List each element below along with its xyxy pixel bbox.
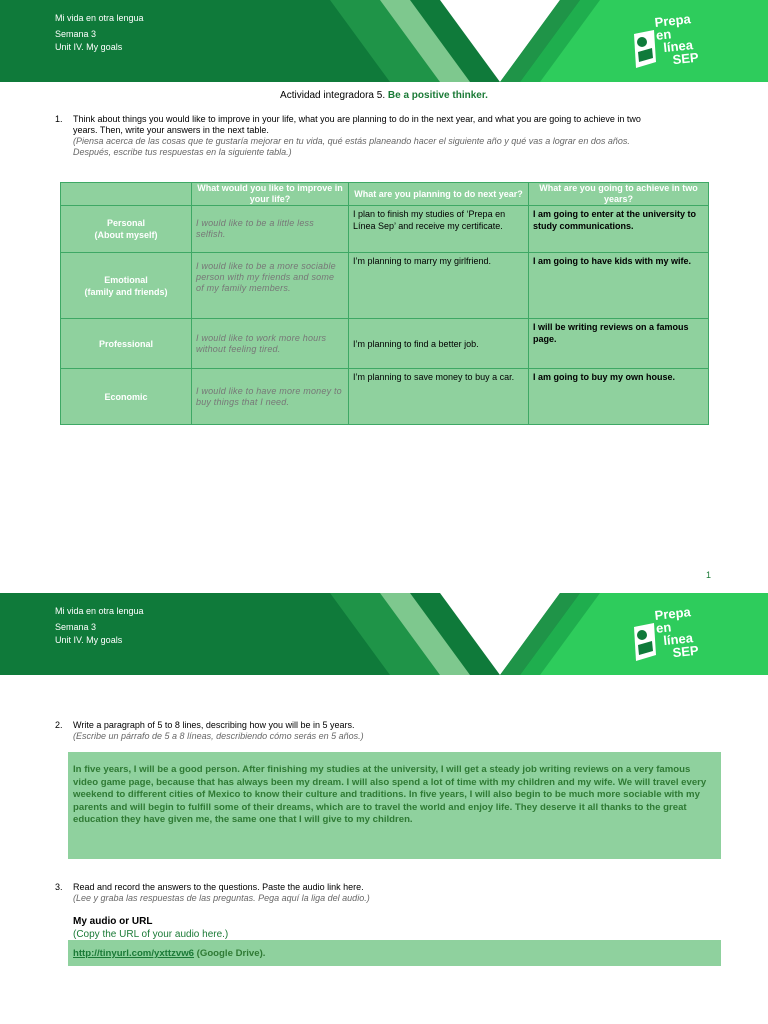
table-row bbox=[61, 253, 709, 319]
achieve-cell: I am going to buy my own house. bbox=[529, 369, 709, 425]
prepa-en-linea-logo bbox=[628, 604, 708, 665]
plan-cell: I’m planning to find a better job. bbox=[349, 319, 529, 369]
audio-url-link[interactable]: http://tinyurl.com/yxttzvw6 bbox=[73, 948, 194, 959]
unit-label: Unit IV. My goals bbox=[55, 42, 123, 52]
table-row bbox=[61, 369, 709, 425]
audio-url-box bbox=[68, 940, 721, 966]
header-text bbox=[55, 605, 144, 647]
instruction-text-line: Read and record the answers to the questions. Paste the audio link here. bbox=[73, 882, 364, 892]
area-label: Emotional bbox=[104, 274, 148, 285]
audio-subtitle: (Copy the URL of your audio here.) bbox=[73, 929, 229, 940]
instruction-translation-line: (Lee y graba las respuestas de las preguntas. Pega aquí la liga del audio.) bbox=[73, 893, 370, 903]
week-label: Semana 3 bbox=[55, 622, 97, 632]
improve-cell: I would like to be a more sociable person with my friends and some of my family members. bbox=[192, 253, 349, 319]
improve-cell: I would like to work more hours without feeling tired. bbox=[192, 319, 349, 369]
table-header-cell bbox=[61, 183, 192, 206]
page-header bbox=[0, 593, 768, 675]
improve-cell: I would like to have more money to buy things that I need. bbox=[192, 369, 349, 425]
instruction-number: 3. bbox=[55, 882, 63, 892]
table-row bbox=[61, 206, 709, 253]
plan-cell: I’m planning to save money to buy a car. bbox=[349, 369, 529, 425]
prepa-en-linea-logo bbox=[628, 11, 708, 72]
week-label: Semana 3 bbox=[55, 29, 97, 39]
table-header-cell: What are you planning to do next year? bbox=[349, 183, 529, 206]
area-label: Economic bbox=[104, 391, 148, 402]
table-row bbox=[61, 319, 709, 369]
activity-title bbox=[0, 90, 768, 101]
activity-name: Be a positive thinker. bbox=[387, 90, 488, 101]
audio-url-note: (Google Drive). bbox=[194, 948, 266, 959]
achieve-cell: I am going to have kids with my wife. bbox=[529, 253, 709, 319]
instruction-translation-line: Después, escribe tus respuestas en la siguiente tabla.) bbox=[73, 147, 292, 157]
logo-line2: línea bbox=[662, 630, 694, 649]
table-header-cell: What are you going to achieve in two years? bbox=[529, 183, 709, 206]
row-area-cell bbox=[61, 319, 192, 369]
area-sublabel: (About myself) bbox=[94, 230, 158, 240]
logo-line3: SEP bbox=[671, 49, 700, 68]
logo-line3: SEP bbox=[671, 642, 700, 661]
row-area-cell bbox=[61, 253, 192, 319]
audio-title: My audio or URL bbox=[73, 916, 153, 927]
instruction-number: 1. bbox=[55, 114, 63, 124]
course-name: Mi vida en otra lengua bbox=[55, 606, 144, 616]
achieve-cell: I am going to enter at the university to study communications. bbox=[529, 206, 709, 253]
plan-cell: I’m planning to marry my girlfriend. bbox=[349, 253, 529, 319]
activity-prefix: Actividad integradora 5. bbox=[280, 90, 386, 101]
improve-cell: I would like to be a little less selfish. bbox=[192, 206, 349, 253]
logo-icon bbox=[628, 28, 658, 70]
page-header bbox=[0, 0, 768, 82]
paragraph-answer-box: In five years, I will be a good person. After finishing my studies at the university, I will get a steady job writing reviews on a very famous video game page, because that has always been my dream. I will also spend a lot of time with my children and my wife. We will travel every weekend to different cities of Mexico to know their culture and traditions. In five years, I will also begin to be much more sociable with my parents and will begin to fulfill some of their dreams, which are to travel the world and enjoy life. They deserve it all thanks to the great education they have given me, the same one that I will give to my children. bbox=[68, 752, 721, 859]
course-name: Mi vida en otra lengua bbox=[55, 13, 144, 23]
logo-line1: Prepa en bbox=[653, 604, 692, 636]
area-sublabel: (family and friends) bbox=[84, 286, 168, 297]
instruction-text-line: Think about things you would like to improve in your life, what you are planning to do in the next year, and what you are going to achieve in two bbox=[73, 114, 641, 124]
table-header-cell: What would you like to improve in your life? bbox=[192, 183, 349, 206]
goals-table bbox=[60, 182, 709, 425]
instruction-number: 2. bbox=[55, 720, 63, 730]
header-text bbox=[55, 12, 144, 54]
table-header-row bbox=[61, 183, 709, 206]
plan-cell: I plan to finish my studies of ‘Prepa en Línea Sep’ and receive my certificate. bbox=[349, 206, 529, 253]
instruction-translation-line: (Escribe un párrafo de 5 a 8 líneas, describiendo cómo serás en 5 años.) bbox=[73, 731, 364, 741]
area-label: Personal bbox=[106, 218, 146, 228]
instruction-text-line: Write a paragraph of 5 to 8 lines, describing how you will be in 5 years. bbox=[73, 720, 355, 730]
instruction-text-line: years. Then, write your answers in the next table. bbox=[73, 125, 269, 135]
page-number: 1 bbox=[706, 570, 712, 580]
logo-line2: línea bbox=[662, 37, 694, 56]
area-label: Professional bbox=[98, 338, 154, 349]
row-area-cell bbox=[61, 206, 192, 253]
unit-label: Unit IV. My goals bbox=[55, 635, 123, 645]
instruction-translation-line: (Piensa acerca de las cosas que te gustaría mejorar en tu vida, qué estás planeando hacer el siguiente año y qué vas a lograr en dos años. bbox=[73, 136, 630, 146]
achieve-cell: I will be writing reviews on a famous page. bbox=[529, 319, 709, 369]
logo-line1: Prepa en bbox=[653, 11, 692, 43]
logo-icon bbox=[628, 621, 658, 663]
row-area-cell bbox=[61, 369, 192, 425]
